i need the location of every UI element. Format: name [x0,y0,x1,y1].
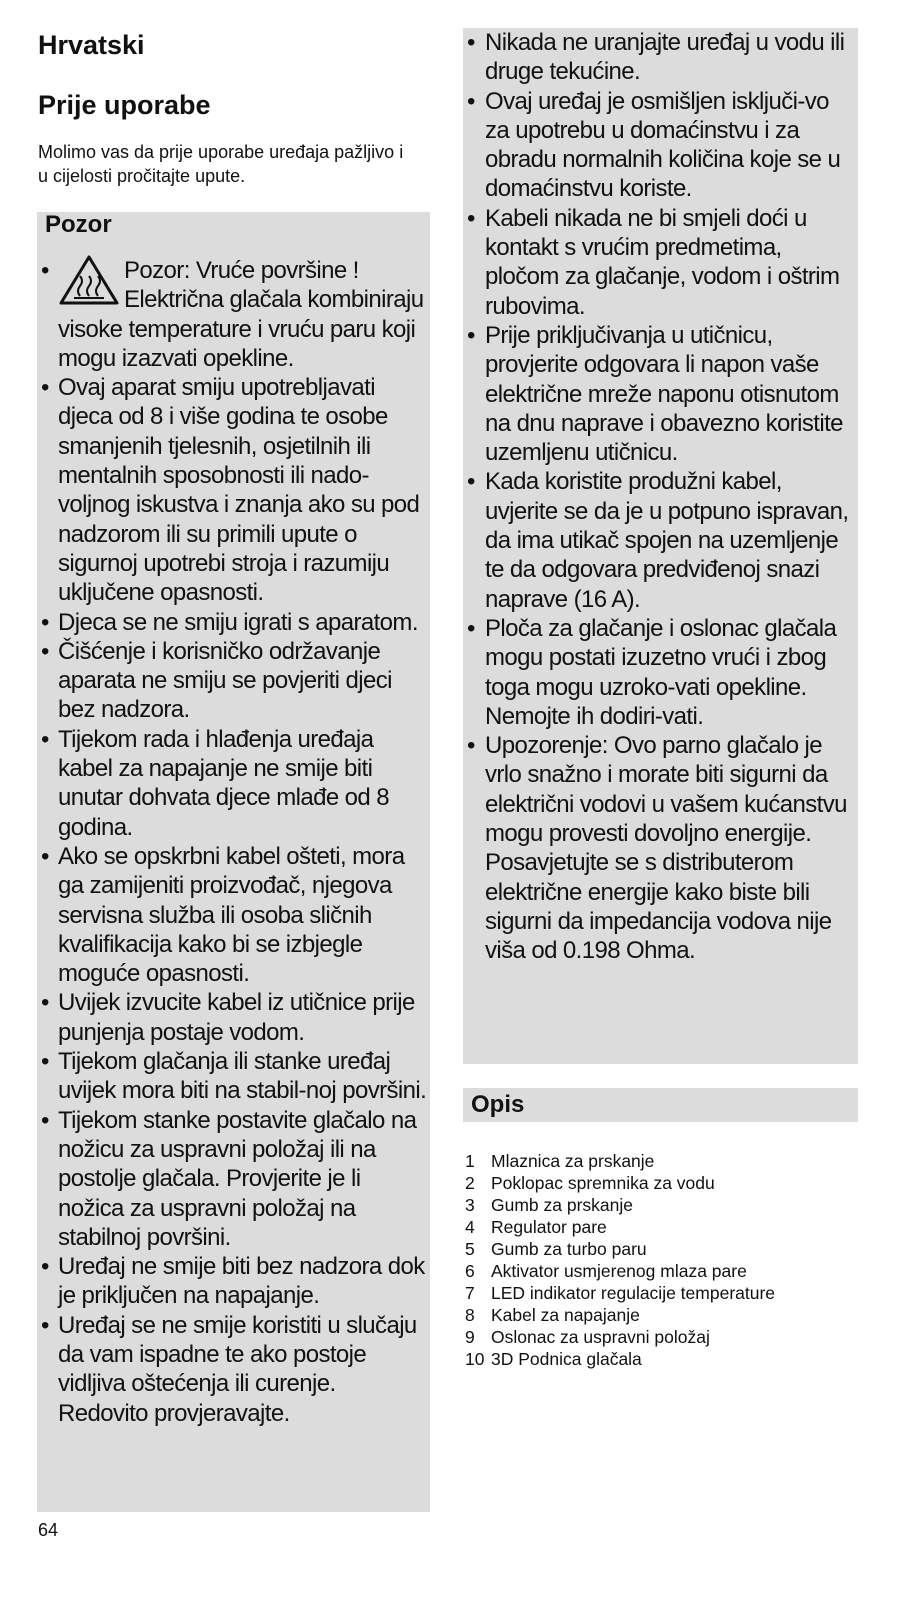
warning-list-item: • Upozorenje: Ovo parno glačalo je vrlo snažno i morate biti sigurni da električni vodovi u vašem kućanstvu mogu provesti dovoljno energije. Posavjetujte se s distributerom električne energije kako biste bili sigurni da impedancija vodova nije viša od 0.198 Ohma. [463,731,858,965]
warning-list-item: • Uvijek izvucite kabel iz utičnice prije punjenja postaje vodom. [37,988,430,1047]
part-item [465,1194,885,1216]
warning-list-item: • Tijekom stanke postavite glačalo na nožicu za uspravni položaj ili na postolje glačala. Provjerite je li nožica za uspravni položaj na stabilnoj površini. [37,1106,430,1252]
part-number: 10 [465,1349,485,1369]
warning-box-right [463,28,858,1064]
part-item [465,1260,885,1282]
part-label: Mlaznica za prskanje [491,1151,655,1171]
warning-item-hot-surface [37,256,430,373]
part-label: Kabel za napajanje [491,1305,640,1325]
warning-list-item: • Prije priključivanja u utičnicu, provjerite odgovara li napon vaše električne mreže naponu otisnutom na dnu naprave i obavezno koristite uzemljenu utičnicu. [463,321,858,467]
warning-list-item: • Kabeli nikada ne bi smjeli doći u kontakt s vrućim predmetima, pločom za glačanje, vodom i oštrim rubovima. [463,204,858,321]
part-item [465,1348,885,1370]
part-number: 9 [465,1327,475,1347]
warning-list-item: • Kada koristite produžni kabel, uvjerite se da je u potpuno ispravan, da ima utikač spojen na uzemljenje te da odgovara predviđenoj snazi naprave (16 A). [463,467,858,613]
warning-list-item: • Čišćenje i korisničko održavanje aparata ne smiju se povjeriti djeci bez nadzora. [37,637,430,725]
language-heading: Hrvatski [38,30,145,60]
part-item [465,1150,885,1172]
warning-list-item: • Tijekom glačanja ili stanke uređaj uvijek mora biti na stabil-noj površini. [37,1047,430,1106]
part-label: Oslonac za uspravni položaj [491,1327,710,1347]
warning-list-item: • Ovaj aparat smiju upotrebljavati djeca od 8 i više godina te osobe smanjenih tjelesnih, osjetilnih ili mentalnih sposobnosti ili nado-voljnog iskustva i znanja ako su pod nadzorom ili su primili upute o sigurnoj upotrebi stroja i razumiju uključene opasnosti. [37,373,430,607]
hot-surface-line1: Pozor: Vruće površine ! [124,257,359,284]
part-number: 5 [465,1239,475,1259]
part-label: Aktivator usmjerenog mlaza pare [491,1261,747,1281]
part-number: 3 [465,1195,475,1215]
part-number: 6 [465,1261,475,1281]
part-item [465,1216,885,1238]
warning-list-item: • Tijekom rada i hlađenja uređaja kabel za napajanje ne smije biti unutar dohvata djece mlađe od 8 godina. [37,725,430,842]
intro-text: Molimo vas da prije uporabe uređaja pažljivo i u cijelosti pročitajte upute. [38,142,404,186]
hot-surface-rest: kombiniraju visoke temperature i vruću paru koji mogu izazvati opekline. [58,286,424,372]
warning-list-item: • Nikada ne uranjajte uređaj u vodu ili druge tekućine. [463,28,858,87]
part-number: 7 [465,1283,475,1303]
section-title: Prije uporabe [38,90,211,120]
part-item [465,1282,885,1304]
warning-list-item: • Ako se opskrbni kabel ošteti, mora ga zamijeniti proizvođač, njegova servisna služba ili osoba sličnih kvalifikacija kako bi se izbjegle moguće opasnosti. [37,842,430,988]
warning-list-item: • Uređaj se ne smije koristiti u slučaju da vam ispadne te ako postoje vidljiva oštećenja ili curenje. Redovito provjeravajte. [37,1311,430,1428]
warning-list-item: • Djeca se ne smiju igrati s aparatom. [37,608,430,637]
warning-box-left [37,212,430,1512]
part-number: 1 [465,1151,475,1171]
hot-surface-warning-icon [58,254,120,306]
part-number: 8 [465,1305,475,1325]
part-number: 2 [465,1173,475,1193]
page-number: 64 [38,1520,59,1540]
part-label: Poklopac spremnika za vodu [491,1173,715,1193]
part-label: Gumb za prskanje [491,1195,634,1215]
parts-list [465,1150,885,1370]
part-label: Regulator pare [491,1217,607,1237]
warning-title: Pozor [45,211,112,238]
part-label: 3D Podnica glačala [491,1349,642,1369]
part-item [465,1172,885,1194]
warning-list-item: • Uređaj ne smije biti bez nadzora dok je priključen na napajanje. [37,1252,430,1311]
warning-list-right [463,28,858,966]
part-item [465,1326,885,1348]
part-number: 4 [465,1217,475,1237]
opis-title: Opis [463,1088,858,1122]
warning-list-item: • Ovaj uređaj je osmišljen isključi-vo za upotrebu u domaćinstvu i za obradu normalnih količina koje se u domaćinstvu koriste. [463,87,858,204]
hot-surface-line2: Električna glačala [124,286,302,314]
part-item [465,1238,885,1260]
warning-list-item: • Ploča za glačanje i oslonac glačala mogu postati izuzetno vrući i zbog toga mogu uzroko-vati opekline. Nemojte ih dodiri-vati. [463,614,858,731]
warning-list-left [37,256,430,1428]
part-label: LED indikator regulacije temperature [491,1283,776,1303]
part-item [465,1304,885,1326]
part-label: Gumb za turbo paru [491,1239,647,1259]
